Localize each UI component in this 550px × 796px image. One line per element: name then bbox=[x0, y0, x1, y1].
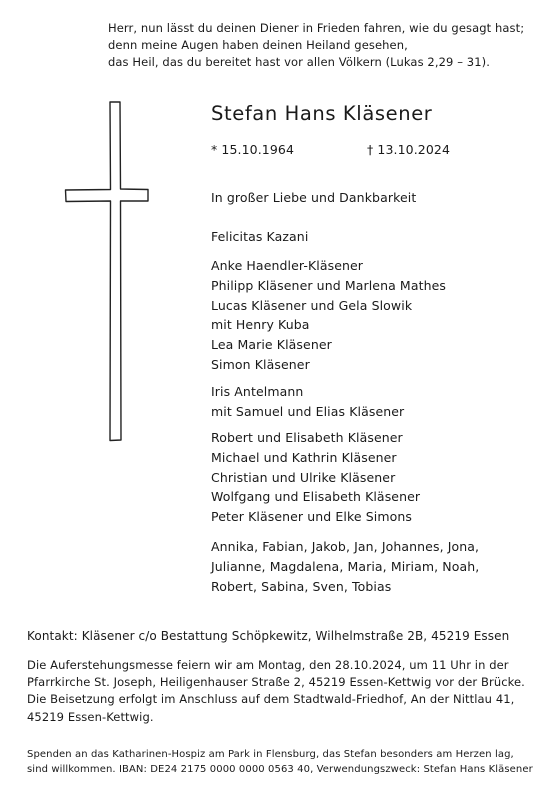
mourner-group bbox=[211, 227, 511, 247]
ceremony-line: Die Beisetzung erfolgt im Anschluss auf dem Stadtwald-Friedhof, An der Nittlau 41, bbox=[27, 692, 515, 707]
mourner-line: Felicitas Kazani bbox=[211, 229, 309, 244]
mourner-line: Julianne, Magdalena, Maria, Miriam, Noah, bbox=[211, 558, 480, 574]
mourner-line: mit Henry Kuba bbox=[211, 317, 310, 333]
donation-line: sind willkommen. IBAN: DE24 2175 0000 0000 0563 40, Verwendungszweck: Stefan Hans Kläsener bbox=[27, 764, 533, 775]
mourner-line: Simon Kläsener bbox=[211, 356, 310, 372]
verse-line: denn meine Augen haben deinen Heiland gesehen, bbox=[108, 38, 408, 52]
mourner-line: Anke Haendler-Kläsener bbox=[211, 258, 364, 273]
cross-icon bbox=[62, 101, 152, 446]
ceremony-info bbox=[27, 657, 537, 726]
verse-line: das Heil, das du bereitet hast vor allen Völkern (Lukas 2,29 – 31). bbox=[108, 55, 490, 69]
mourner-line: Robert und Elisabeth Kläsener bbox=[211, 430, 403, 445]
donation-line: Spenden an das Katharinen-Hospiz am Park in Flensburg, das Stefan besonders am Herzen lag, bbox=[27, 749, 514, 760]
bible-verse bbox=[108, 20, 528, 71]
mourner-line: Iris Antelmann bbox=[211, 384, 304, 399]
ceremony-line: 45219 Essen-Kettwig. bbox=[27, 709, 154, 724]
mourner-line: Annika, Fabian, Jakob, Jan, Johannes, Jona, bbox=[211, 539, 480, 554]
deceased-name: Stefan Hans Kläsener bbox=[211, 102, 433, 125]
mourner-line: Lucas Kläsener und Gela Slowik bbox=[211, 297, 413, 313]
mourner-group bbox=[211, 256, 511, 375]
mourner-line: Wolfgang und Elisabeth Kläsener bbox=[211, 489, 421, 505]
ceremony-line: Pfarrkirche St. Joseph, Heiligenhauser Straße 2, 45219 Essen-Kettwig vor der Brücke. bbox=[27, 675, 525, 690]
donation-info bbox=[27, 747, 537, 777]
mourner-group bbox=[211, 382, 511, 422]
mourner-line: Robert, Sabina, Sven, Tobias bbox=[211, 578, 392, 594]
verse-line: Herr, nun lässt du deinen Diener in Frieden fahren, wie du gesagt hast; bbox=[108, 21, 525, 35]
mourner-group bbox=[211, 537, 511, 596]
birth-date: * 15.10.1964 bbox=[211, 142, 294, 157]
ceremony-line: Die Auferstehungsmesse feiern wir am Montag, den 28.10.2024, um 11 Uhr in der bbox=[27, 658, 509, 672]
contact-info: Kontakt: Kläsener c/o Bestattung Schöpkewitz, Wilhelmstraße 2B, 45219 Essen bbox=[27, 629, 510, 643]
mourner-line: mit Samuel und Elias Kläsener bbox=[211, 403, 405, 419]
mourner-line: Peter Kläsener und Elke Simons bbox=[211, 509, 412, 525]
mourner-group bbox=[211, 428, 511, 527]
death-date: † 13.10.2024 bbox=[367, 142, 450, 157]
mourner-line: Christian und Ulrike Kläsener bbox=[211, 469, 396, 485]
mourner-line: Lea Marie Kläsener bbox=[211, 337, 332, 353]
mourners-intro: In großer Liebe und Dankbarkeit bbox=[211, 190, 417, 205]
mourner-line: Michael und Kathrin Kläsener bbox=[211, 449, 397, 465]
mourner-line: Philipp Kläsener und Marlena Mathes bbox=[211, 277, 447, 293]
